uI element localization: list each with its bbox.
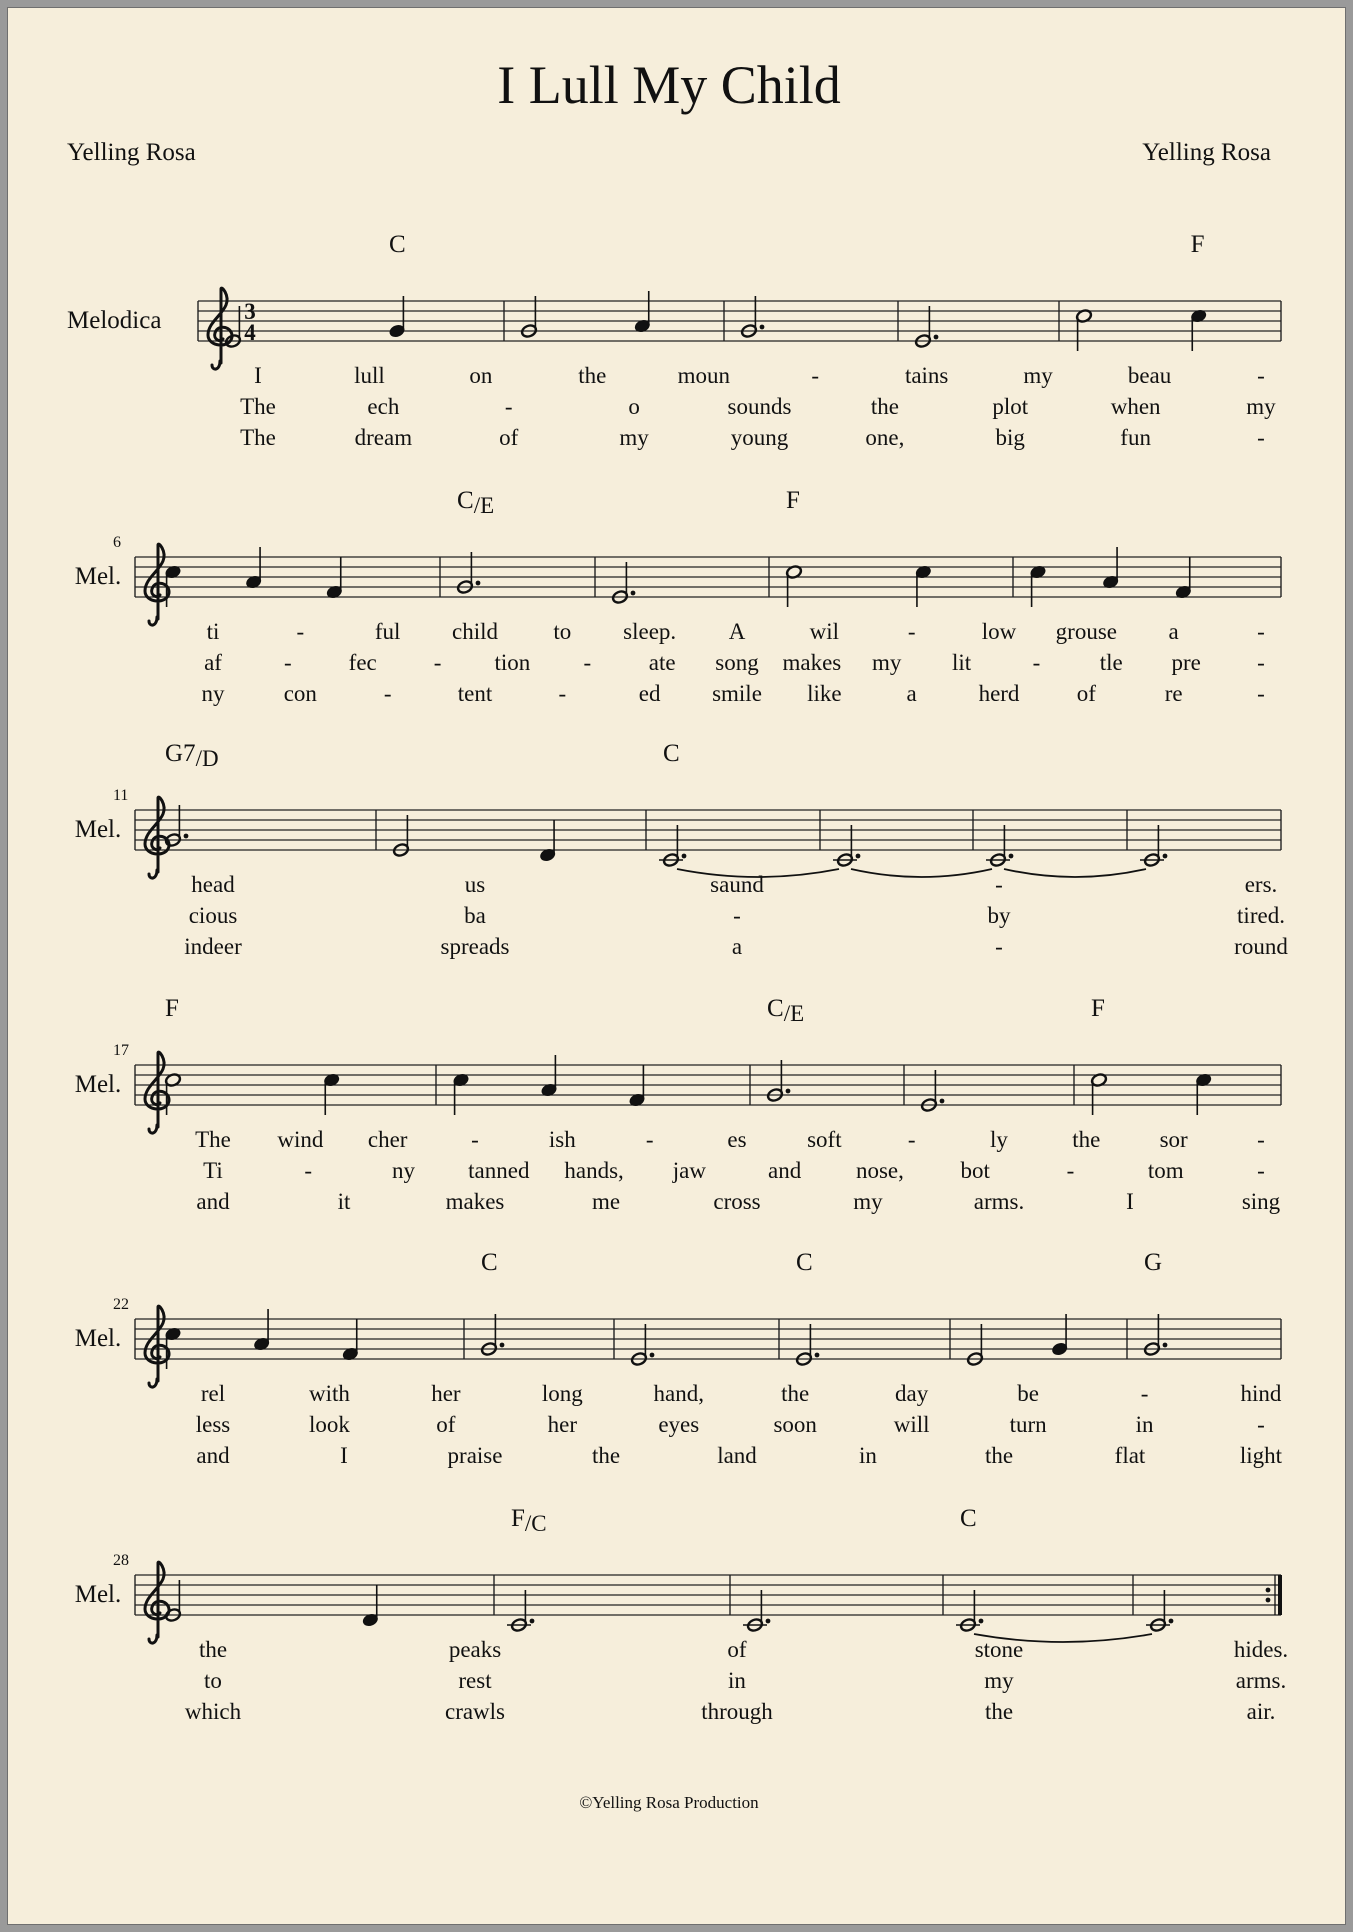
lyric-syllable: The	[240, 394, 276, 419]
note	[362, 1585, 379, 1628]
lyric-syllable: The	[240, 425, 276, 450]
lyric-syllable: herd	[978, 681, 1020, 706]
lyric-syllable: child	[452, 619, 498, 644]
lyric-syllable: -	[383, 681, 392, 706]
lyric-syllable: hides.	[1233, 1637, 1289, 1662]
lyric-syllable: re	[1164, 681, 1183, 706]
staff-system	[67, 231, 1281, 450]
sheet-page	[7, 7, 1346, 1925]
lyric-syllable: ly	[990, 1127, 1008, 1152]
instrument-label: Mel.	[74, 1325, 122, 1352]
lyric-syllable: bot	[960, 1158, 990, 1183]
tie	[1004, 869, 1146, 877]
note	[966, 1324, 983, 1367]
lyric-syllable: -	[811, 363, 820, 388]
augmentation-dot	[979, 1619, 984, 1624]
note	[480, 1314, 504, 1357]
lyric-syllable: -	[433, 650, 442, 675]
lyric-syllable: -	[1257, 1127, 1265, 1152]
lyric-syllable: eyes	[658, 1412, 700, 1437]
augmentation-dot	[184, 834, 189, 839]
note	[323, 1072, 340, 1115]
title: I Lull My Child	[497, 55, 841, 115]
lyric-syllable: moun	[677, 363, 730, 388]
measure-number: 28	[113, 1552, 129, 1569]
lyric-syllable: tent	[457, 681, 493, 706]
note	[1195, 1072, 1212, 1115]
measure-number: 11	[113, 787, 129, 804]
lyric-syllable: -	[995, 872, 1003, 897]
lyric-syllable: to	[204, 1668, 222, 1693]
chord-symbol: C	[481, 1249, 498, 1276]
augmentation-dot	[1163, 1343, 1168, 1348]
note	[1190, 308, 1207, 351]
lyric-syllable: -	[284, 650, 292, 675]
staff-system	[75, 740, 1289, 959]
lyric-syllable: the	[984, 1443, 1014, 1468]
lyric-syllable: in	[1135, 1412, 1154, 1437]
measure-number: 17	[113, 1042, 129, 1059]
lyric-syllable: hind	[1240, 1381, 1282, 1406]
lyric-syllable: my	[853, 1189, 883, 1214]
lyric-syllable: ed	[638, 681, 661, 706]
lyric-syllable: tle	[1099, 650, 1123, 675]
lyric-syllable: fun	[1120, 425, 1151, 450]
lyric-syllable: jaw	[672, 1158, 706, 1183]
staff-system	[75, 1249, 1283, 1468]
lyric-syllable: look	[308, 1412, 350, 1437]
lyric-syllable: day	[895, 1381, 929, 1406]
staff-system	[75, 995, 1281, 1214]
lyric-syllable: of	[436, 1412, 456, 1437]
chord-symbol: C	[663, 740, 680, 767]
augmentation-dot	[682, 854, 687, 859]
lyric-syllable: tion	[494, 650, 531, 675]
lyric-syllable: the	[781, 1381, 810, 1406]
lyric-syllable: light	[1239, 1443, 1283, 1468]
note	[630, 1324, 654, 1367]
lyric-syllable: the	[870, 394, 899, 419]
lyric-syllable: long	[541, 1381, 583, 1406]
treble-clef-icon	[145, 544, 169, 625]
note	[392, 815, 409, 858]
lyric-syllable: ti	[206, 619, 220, 644]
lyric-syllable: the	[578, 363, 607, 388]
copyright: ©Yelling Rosa Production	[579, 1793, 759, 1812]
chord-symbol: C	[796, 1249, 813, 1276]
lyric-syllable: flat	[1114, 1443, 1146, 1468]
chord-bass: /D	[195, 746, 219, 771]
lyric-syllable: wil	[809, 619, 840, 644]
lyric-syllable: pre	[1171, 650, 1201, 675]
chord-symbol: G7/D	[165, 740, 219, 771]
augmentation-dot	[650, 1353, 655, 1358]
lyric-syllable: one,	[865, 425, 905, 450]
chord-symbol: G	[1144, 1249, 1163, 1276]
lyric-syllable: less	[195, 1412, 231, 1437]
lyric-syllable: rel	[200, 1381, 226, 1406]
augmentation-dot	[530, 1619, 535, 1624]
lyric-syllable: of	[499, 425, 519, 450]
lyric-syllable: indeer	[184, 934, 242, 959]
note	[539, 820, 556, 863]
note	[785, 564, 802, 607]
lyric-syllable: in	[728, 1668, 746, 1693]
lyric-syllable: my	[1246, 394, 1276, 419]
lyric-syllable: round	[1234, 934, 1288, 959]
lyric-syllable: -	[733, 903, 741, 928]
lyric-syllable: like	[807, 681, 842, 706]
lyric-syllable: and	[196, 1443, 230, 1468]
lyric-syllable: A	[728, 619, 746, 644]
lyric-syllable: -	[995, 934, 1003, 959]
note	[1146, 1590, 1173, 1633]
note	[1029, 564, 1046, 607]
lyric-syllable: af	[204, 650, 222, 675]
lyric-syllable: sleep.	[623, 619, 677, 644]
note	[1102, 547, 1119, 590]
augmentation-dot	[1009, 854, 1014, 859]
lyric-syllable: -	[558, 681, 567, 706]
lyric-syllable: when	[1110, 394, 1161, 419]
lyric-syllable: me	[591, 1189, 621, 1214]
note	[388, 296, 405, 339]
note	[1090, 1072, 1107, 1115]
lyric-syllable: in	[859, 1443, 877, 1468]
lyric-syllable: big	[995, 425, 1025, 450]
lyric-syllable: head	[191, 872, 235, 897]
lyric-syllable: by	[987, 903, 1011, 928]
note	[833, 825, 860, 868]
lyric-syllable: crawls	[444, 1699, 506, 1724]
lyric-syllable: lull	[354, 363, 385, 388]
chord-symbol: C	[389, 231, 406, 258]
lyric-syllable: plot	[992, 394, 1029, 419]
lyric-syllable: con	[283, 681, 317, 706]
note	[628, 1065, 645, 1108]
lyric-syllable: with	[308, 1381, 350, 1406]
repeat-dot	[1266, 1588, 1271, 1593]
lyric-syllable: -	[1032, 650, 1041, 675]
augmentation-dot	[1169, 1619, 1174, 1624]
lyric-syllable: -	[1066, 1158, 1075, 1183]
instrument-label: Melodica	[67, 307, 162, 334]
lyric-syllable: peaks	[448, 1637, 502, 1662]
instrument-label: Mel.	[74, 1071, 122, 1098]
treble-clef-icon	[145, 1306, 169, 1387]
repeat-barline-thick	[1278, 1575, 1282, 1615]
lyric-syllable: arms.	[1235, 1668, 1287, 1693]
lyric-syllable: Ti	[203, 1158, 223, 1183]
note	[1143, 1314, 1167, 1357]
lyric-syllable: my	[984, 1668, 1014, 1693]
composer: Yelling Rosa	[1142, 139, 1271, 166]
lyric-syllable: which	[184, 1699, 242, 1724]
lyric-syllable: dream	[354, 425, 413, 450]
note	[920, 1070, 944, 1113]
lyric-syllable: I	[340, 1443, 348, 1468]
lyric-syllable: a	[906, 681, 917, 706]
note	[634, 291, 651, 334]
lyric-syllable: es	[727, 1127, 747, 1152]
lyric-syllable: The	[195, 1127, 231, 1152]
note	[520, 296, 537, 339]
treble-clef-icon	[145, 1052, 169, 1133]
instrument-label: Mel.	[74, 816, 122, 843]
lyric-syllable: to	[553, 619, 572, 644]
lyric-syllable: soft	[807, 1127, 842, 1152]
lyric-syllable: -	[1140, 1381, 1149, 1406]
staff-system	[75, 487, 1281, 706]
lyric-syllable: on	[469, 363, 493, 388]
lyric-syllable: ful	[374, 619, 401, 644]
augmentation-dot	[766, 1619, 771, 1624]
lyric-syllable: I	[254, 363, 262, 388]
lyric-syllable: stone	[974, 1637, 1024, 1662]
measure-number: 22	[113, 1296, 129, 1313]
lyric-syllable: ba	[464, 903, 486, 928]
lyric-syllable: hand,	[653, 1381, 705, 1406]
lyric-syllable: sor	[1159, 1127, 1188, 1152]
lyric-syllable: -	[471, 1127, 479, 1152]
augmentation-dot	[476, 581, 481, 586]
lyric-syllable: -	[1257, 650, 1265, 675]
chord-symbol: C/E	[767, 995, 805, 1026]
time-signature-denominator: 4	[244, 320, 256, 345]
chord-bass: /C	[524, 1511, 547, 1536]
note	[342, 1319, 359, 1362]
lyric-syllable: -	[907, 619, 916, 644]
measure-number: 6	[113, 534, 121, 551]
lyric-syllable: praise	[447, 1443, 503, 1468]
lyric-syllable: ers.	[1244, 872, 1278, 897]
note	[245, 547, 262, 590]
lyric-syllable: ate	[648, 650, 676, 675]
note	[1051, 1314, 1068, 1357]
lyric-syllable: and	[768, 1158, 802, 1183]
lyric-syllable: sounds	[727, 394, 792, 419]
note	[456, 552, 480, 595]
augmentation-dot	[856, 854, 861, 859]
lyric-syllable: her	[431, 1381, 461, 1406]
lyric-syllable: turn	[1009, 1412, 1047, 1437]
lyric-syllable: -	[504, 394, 513, 419]
lyric-syllable: the	[591, 1443, 621, 1468]
chord-symbol: F/C	[511, 1505, 547, 1536]
lyric-syllable: air.	[1246, 1699, 1276, 1724]
lyric-syllable: tanned	[468, 1158, 530, 1183]
chord-symbol: C	[960, 1505, 977, 1532]
lyric-syllable: makes	[782, 650, 842, 675]
lyric-syllable: smile	[712, 681, 762, 706]
lyric-syllable: the	[1072, 1127, 1101, 1152]
note	[1140, 825, 1167, 868]
systems	[67, 231, 1288, 1724]
lyric-syllable: low	[981, 619, 1017, 644]
note	[164, 564, 181, 607]
note	[914, 306, 938, 349]
chord-symbol: C/E	[457, 487, 495, 518]
lyric-syllable: hands,	[564, 1158, 624, 1183]
lyric-syllable: lit	[951, 650, 972, 675]
lyric-syllable: young	[730, 425, 789, 450]
lyric-syllable: fec	[348, 650, 377, 675]
score	[8, 8, 1347, 1926]
lyric-syllable: -	[304, 1158, 313, 1183]
tie	[851, 869, 992, 877]
note	[164, 1580, 181, 1623]
note	[452, 1072, 469, 1115]
note	[326, 557, 343, 600]
lyric-syllable: my	[1023, 363, 1053, 388]
lyric-syllable: ish	[548, 1127, 576, 1152]
augmentation-dot	[940, 1099, 945, 1104]
lyric-syllable: o	[628, 394, 640, 419]
augmentation-dot	[760, 325, 765, 330]
note	[740, 296, 764, 339]
lyric-syllable: -	[1257, 363, 1265, 388]
lyric-syllable: grouse	[1055, 619, 1117, 644]
augmentation-dot	[815, 1353, 820, 1358]
lyric-syllable: arms.	[973, 1189, 1025, 1214]
lyric-syllable: -	[583, 650, 592, 675]
note	[1075, 308, 1092, 351]
lyric-syllable: a	[731, 934, 743, 959]
lyric-syllable: cher	[367, 1127, 408, 1152]
lyric-syllable: cross	[713, 1189, 761, 1214]
lyric-syllable: ny	[392, 1158, 416, 1183]
note	[915, 564, 932, 607]
lyric-syllable: it	[337, 1189, 351, 1214]
lyric-syllable: the	[198, 1637, 228, 1662]
note	[659, 825, 686, 868]
lyric-syllable: -	[645, 1127, 654, 1152]
lyricist: Yelling Rosa	[67, 139, 196, 166]
lyric-syllable: my	[619, 425, 649, 450]
chord-bass: /E	[783, 1001, 805, 1026]
chord-symbol: F	[1190, 231, 1205, 258]
lyric-syllable: rest	[458, 1668, 492, 1693]
lyric-syllable: ech	[367, 394, 400, 419]
lyric-syllable: -	[1257, 1158, 1265, 1183]
treble-clef-icon	[208, 288, 232, 369]
augmentation-dot	[786, 1089, 791, 1094]
note	[507, 1590, 534, 1633]
lyric-syllable: soon	[773, 1412, 817, 1437]
treble-clef-icon	[145, 1562, 169, 1643]
lyric-syllable: land	[717, 1443, 757, 1468]
lyric-syllable: wind	[277, 1127, 324, 1152]
lyric-syllable: -	[1257, 619, 1265, 644]
lyric-syllable: tom	[1147, 1158, 1184, 1183]
lyric-syllable: song	[715, 650, 759, 675]
lyric-syllable: a	[1168, 619, 1179, 644]
lyric-syllable: the	[984, 1699, 1014, 1724]
chord-symbol: F	[165, 995, 179, 1022]
lyric-syllable: cious	[188, 903, 238, 928]
lyric-syllable: my	[872, 650, 902, 675]
lyric-syllable: saund	[710, 872, 764, 897]
note	[743, 1590, 770, 1633]
chord-bass: /E	[473, 493, 495, 518]
staff-system	[75, 1505, 1288, 1724]
lyric-syllable: -	[907, 1127, 916, 1152]
lyric-syllable: spreads	[440, 934, 510, 959]
note	[956, 1590, 983, 1633]
lyric-syllable: -	[296, 619, 305, 644]
note	[795, 1324, 819, 1367]
lyric-syllable: her	[547, 1412, 578, 1437]
lyric-syllable: and	[196, 1189, 230, 1214]
lyric-syllable: ny	[201, 681, 225, 706]
chord-symbol: F	[786, 487, 800, 514]
lyric-syllable: beau	[1127, 363, 1172, 388]
augmentation-dot	[934, 335, 939, 340]
lyric-syllable: of	[1076, 681, 1096, 706]
note	[253, 1309, 270, 1352]
lyric-syllable: through	[701, 1699, 773, 1724]
lyric-syllable: I	[1126, 1189, 1134, 1214]
lyric-syllable: us	[464, 872, 486, 897]
instrument-label: Mel.	[74, 563, 122, 590]
augmentation-dot	[1163, 854, 1168, 859]
repeat-dot	[1266, 1598, 1271, 1603]
treble-clef-icon	[145, 797, 169, 878]
chord-symbol: F	[1091, 995, 1105, 1022]
note	[986, 825, 1013, 868]
lyric-syllable: tired.	[1237, 903, 1285, 928]
augmentation-dot	[631, 591, 636, 596]
lyric-syllable: tains	[904, 363, 949, 388]
augmentation-dot	[500, 1343, 505, 1348]
lyric-syllable: -	[1257, 681, 1265, 706]
note	[766, 1060, 790, 1103]
lyric-syllable: makes	[445, 1189, 505, 1214]
lyric-syllable: nose,	[855, 1158, 904, 1183]
instrument-label: Mel.	[74, 1581, 122, 1608]
note	[611, 562, 635, 605]
time-signature-numerator: 3	[244, 299, 256, 324]
note	[540, 1055, 557, 1098]
note	[164, 1326, 181, 1369]
lyric-syllable: -	[1257, 425, 1265, 450]
lyric-syllable: sing	[1241, 1189, 1281, 1214]
note	[164, 1072, 181, 1115]
note	[1175, 557, 1192, 600]
lyric-syllable: -	[1257, 1412, 1265, 1437]
lyric-syllable: of	[727, 1637, 747, 1662]
lyric-syllable: will	[893, 1412, 930, 1437]
lyric-syllable: be	[1017, 1381, 1039, 1406]
